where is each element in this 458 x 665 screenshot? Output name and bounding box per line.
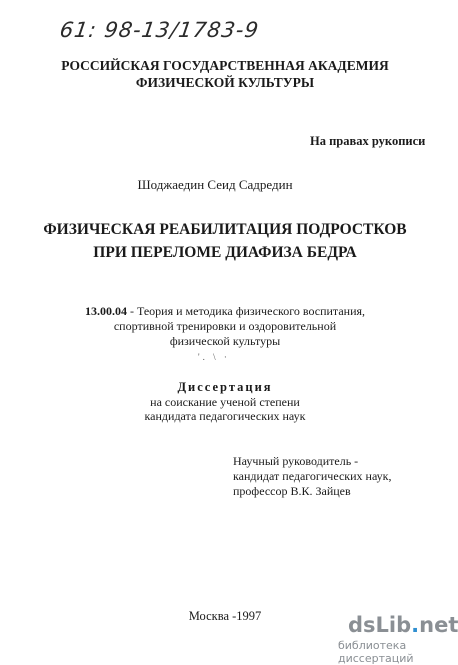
- dslib-logo-dot: .: [411, 613, 420, 637]
- specialty-code: 13.00.04: [84, 304, 127, 318]
- specialty-block: [0, 304, 450, 349]
- dissertation-degree-line-2: кандидата педагогических наук: [144, 409, 306, 423]
- dissertation-label: Диссертация: [177, 380, 273, 394]
- supervisor-line-2: кандидат педагогических наук,: [233, 469, 392, 483]
- dslib-subtitle: библиотека диссертаций: [338, 639, 414, 665]
- supervisor-line-3: профессор В.К. Зайцев: [233, 484, 351, 498]
- manuscript-rights-note: На правах рукописи: [310, 134, 426, 148]
- dissertation-degree-line-1: на соискание ученой степени: [150, 395, 300, 409]
- specialty-line-3: физической культуры: [169, 334, 281, 348]
- specialty-line-2: спортивной тренировки и оздоровительной: [113, 319, 337, 333]
- institution-line-2: ФИЗИЧЕСКОЙ КУЛЬТУРЫ: [135, 75, 315, 90]
- supervisor-line-1: Научный руководитель -: [233, 454, 359, 468]
- dslib-logo-main: dsLib: [348, 613, 412, 637]
- city-year: Москва -1997: [188, 609, 262, 623]
- thesis-title-line-2: ПРИ ПЕРЕЛОМЕ ДИАФИЗА БЕДРА: [93, 244, 357, 261]
- dslib-logo[interactable]: [348, 613, 458, 637]
- institution-line-1: РОССИЙСКАЯ ГОСУДАРСТВЕННАЯ АКАДЕМИЯ: [61, 58, 389, 73]
- thesis-title-line-1: ФИЗИЧЕСКАЯ РЕАБИЛИТАЦИЯ ПОДРОСТКОВ: [43, 221, 407, 238]
- dslib-logo-tld: net: [419, 613, 458, 637]
- handwritten-archive-number: 61: 98-13/1783-9: [58, 18, 261, 42]
- scan-specks: '. \ ·: [198, 352, 230, 362]
- specialty-line-1-text: - Теория и методика физического воспитания,: [126, 304, 366, 318]
- author-name: Шоджаедин Сеид Садредин: [137, 177, 293, 192]
- specialty-line-1: [0, 304, 450, 319]
